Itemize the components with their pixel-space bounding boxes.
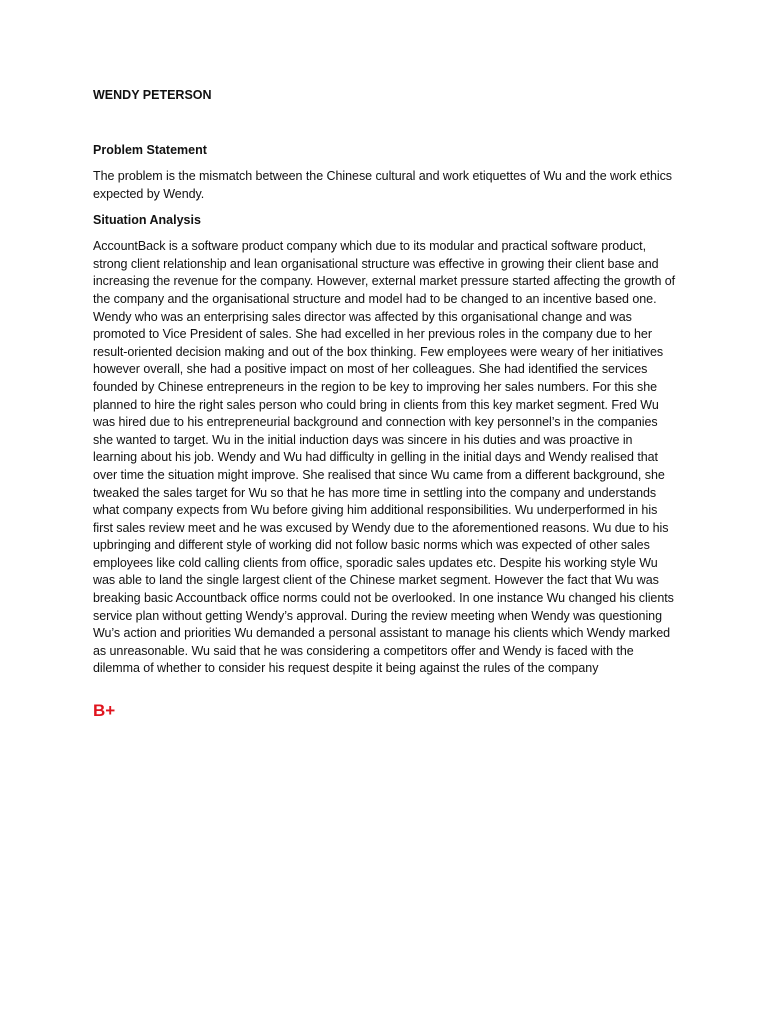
problem-statement-text: The problem is the mismatch between the Chinese cultural and work etiquettes of Wu and the work ethics expected by Wendy. xyxy=(93,169,672,201)
grade-mark: B+ xyxy=(93,701,116,721)
problem-statement-heading: Problem Statement xyxy=(93,143,207,157)
situation-analysis-text: AccountBack is a software product company which due to its modular and practical software product, strong client relationship and lean organisational structure was effective in growing their client base and increasing the revenue for the company. However, external market pressure started affecting the growth of the company and the organisational structure and model had to be changed to an incentive based one. Wendy who was an enterprising sales director was affected by this organisational change and was promoted to Vice President of sales. She had excelled in her previous roles in the company due to her result-oriented decision making and out of the box thinking. Few employees were weary of her initiatives however overall, she had a positive impact on most of her colleagues. She had identified the services founded by Chinese entrepreneurs in the region to be key to improving her sales numbers. For this she planned to hire the right sales person who could bring in clients from this key market segment. Fred Wu was hired due to his entrepreneurial background and connection with key personnel’s in the companies she wanted to target. Wu in the initial induction days was sincere in his duties and was proactive in learning about his job. Wendy and Wu had difficulty in gelling in the initial days and Wendy realised that over time the situation might improve. She realised that since Wu came from a different background, she tweaked the sales target for Wu so that he has more time in settling into the company and understands what company expects from Wu before giving him additional responsibilities. Wu underperformed in his first sales review meet and he was excused by Wendy due to the aforementioned reasons. Wu due to his upbringing and different style of working did not follow basic norms which was expected of other sales employees like cold calling clients from office, sporadic sales updates etc. Despite his working style Wu was able to land the single largest client of the Chinese market segment. However the fact that Wu was breaking basic Accountback office norms could not be overlooked. In one instance Wu changed his clients service plan without getting Wendy’s approval. During the review meeting when Wendy was questioning Wu’s action and priorities Wu demanded a personal assistant to manage his clients which Wendy marked as unreasonable. Wu said that he was considering a competitors offer and Wendy is faced with the dilemma of whether to consider his request despite it being against the rules of the company xyxy=(93,239,676,676)
document-page xyxy=(93,87,678,722)
author-name: WENDY PETERSON xyxy=(93,88,212,102)
situation-analysis-heading: Situation Analysis xyxy=(93,213,201,228)
